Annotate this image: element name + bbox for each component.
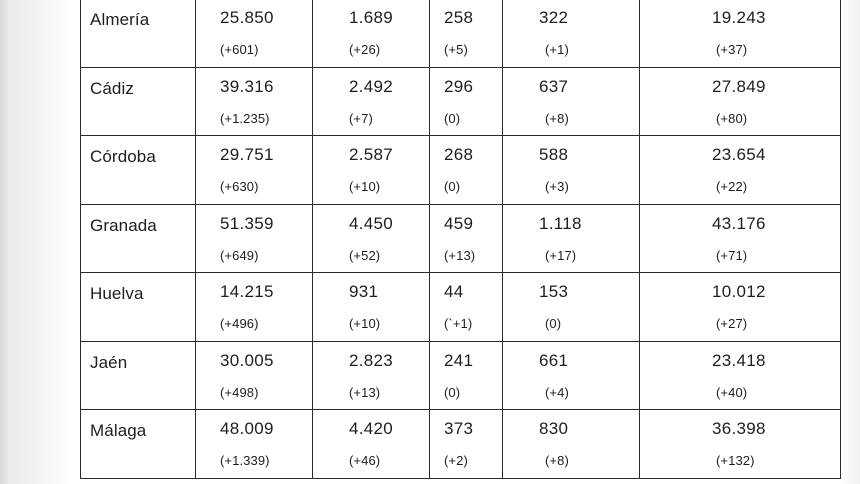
cell-delta: (+630) <box>220 179 259 194</box>
cell-value: 661 <box>539 350 569 370</box>
table-cell <box>503 204 640 273</box>
table-cell <box>640 341 841 410</box>
table-cell <box>313 67 430 136</box>
table-cell <box>640 204 841 273</box>
cell-delta: (0) <box>444 110 461 126</box>
province-name: Almería <box>90 10 150 29</box>
cell-value: 588 <box>539 145 569 164</box>
cell-delta: (+52) <box>349 247 381 263</box>
cell-delta: (+13) <box>349 384 381 400</box>
cell-value: 1.118 <box>539 213 582 233</box>
cell-delta: (+5) <box>444 42 468 57</box>
cell-value: 30.005 <box>220 350 274 370</box>
cell-delta: (+80) <box>716 110 748 126</box>
cell-delta: (0) <box>545 316 562 331</box>
table-cell <box>640 67 841 136</box>
cell-value: 44 <box>444 282 464 301</box>
cell-value: 153 <box>539 282 569 301</box>
cell-value: 23.418 <box>712 350 766 370</box>
cell-value: 48.009 <box>220 419 274 438</box>
cell-value: 322 <box>539 8 569 27</box>
table-cell <box>313 273 430 342</box>
cell-delta: (+3) <box>545 179 569 194</box>
table-cell <box>430 410 503 479</box>
cell-value: 2.587 <box>349 145 394 164</box>
cell-delta: (+10) <box>349 316 381 331</box>
cell-delta: (+601) <box>220 42 259 57</box>
cell-delta: (+13) <box>444 247 476 263</box>
table-cell <box>196 0 313 67</box>
table-cell <box>196 136 313 205</box>
table-cell <box>640 136 841 205</box>
cell-value: 830 <box>539 419 569 438</box>
cell-value: 10.012 <box>712 282 766 301</box>
cell-value: 241 <box>444 350 474 370</box>
page-edge-shadow <box>0 0 10 484</box>
cell-value: 4.450 <box>349 213 394 233</box>
table-cell <box>503 341 640 410</box>
table-row <box>81 0 841 67</box>
table-cell <box>196 67 313 136</box>
cell-value: 39.316 <box>220 76 274 96</box>
cell-value: 2.492 <box>349 76 394 96</box>
province-name: Córdoba <box>90 147 156 166</box>
table-row <box>81 136 841 205</box>
province-cell <box>81 67 196 136</box>
cell-delta: (+498) <box>220 384 259 400</box>
table-cell <box>640 0 841 67</box>
table-cell <box>430 341 503 410</box>
cell-delta: (+40) <box>716 384 748 400</box>
cell-value: 19.243 <box>712 8 766 27</box>
cell-delta: (+27) <box>716 316 748 331</box>
cell-delta: (+7) <box>349 110 373 126</box>
table-cell <box>640 273 841 342</box>
province-cell <box>81 0 196 67</box>
cell-delta: (+71) <box>716 247 748 263</box>
cell-delta: (+46) <box>349 453 381 468</box>
cell-delta: (+132) <box>716 453 755 468</box>
table-cell <box>196 341 313 410</box>
table-cell <box>313 136 430 205</box>
cell-delta: (+649) <box>220 247 259 263</box>
cell-value: 23.654 <box>712 145 766 164</box>
cell-value: 27.849 <box>712 76 766 96</box>
table-cell <box>503 273 640 342</box>
province-cell <box>81 273 196 342</box>
cell-value: 51.359 <box>220 213 274 233</box>
table-body <box>81 0 841 478</box>
table-row <box>81 273 841 342</box>
cell-value: 268 <box>444 145 474 164</box>
table-cell <box>503 67 640 136</box>
province-cell <box>81 410 196 479</box>
cell-delta: (+1.235) <box>220 110 270 126</box>
cell-value: 14.215 <box>220 282 274 301</box>
table-cell <box>503 410 640 479</box>
cell-delta: (+26) <box>349 42 381 57</box>
table-cell <box>196 204 313 273</box>
cell-delta: (+1) <box>545 42 569 57</box>
table-cell <box>313 0 430 67</box>
cell-value: 29.751 <box>220 145 274 164</box>
table-row <box>81 204 841 273</box>
cell-value: 931 <box>349 282 379 301</box>
table-cell <box>503 136 640 205</box>
cell-delta: (+1.339) <box>220 453 270 468</box>
province-name: Granada <box>90 215 157 235</box>
cell-value: 2.823 <box>349 350 394 370</box>
cell-delta: (+8) <box>545 110 569 126</box>
cell-delta: (+17) <box>545 247 577 263</box>
cell-delta: (+496) <box>220 316 259 331</box>
province-data-table <box>80 0 841 479</box>
cell-delta: (0) <box>444 179 461 194</box>
province-name: Huelva <box>90 284 144 303</box>
cell-value: 296 <box>444 76 474 96</box>
table-row <box>81 341 841 410</box>
cell-delta: (+2) <box>444 453 468 468</box>
cell-value: 1.689 <box>349 8 394 27</box>
cell-delta: (0) <box>444 384 461 400</box>
province-cell <box>81 136 196 205</box>
cell-delta: (`+1) <box>444 316 473 331</box>
table-cell <box>430 204 503 273</box>
cell-delta: (+8) <box>545 453 569 468</box>
table-cell <box>313 410 430 479</box>
cell-delta: (+10) <box>349 179 381 194</box>
province-name: Cádiz <box>90 78 134 98</box>
table-row <box>81 410 841 479</box>
table-cell <box>313 204 430 273</box>
cell-delta: (+4) <box>545 384 569 400</box>
cell-value: 459 <box>444 213 474 233</box>
cell-value: 43.176 <box>712 213 766 233</box>
table-cell <box>196 273 313 342</box>
cell-value: 637 <box>539 76 569 96</box>
table-cell <box>640 410 841 479</box>
province-cell <box>81 204 196 273</box>
table-cell <box>503 0 640 67</box>
table-cell <box>430 136 503 205</box>
table-cell <box>196 410 313 479</box>
cell-value: 36.398 <box>712 419 766 438</box>
cell-value: 4.420 <box>349 419 394 438</box>
province-cell <box>81 341 196 410</box>
table-cell <box>430 0 503 67</box>
cell-value: 258 <box>444 8 474 27</box>
table-cell <box>430 67 503 136</box>
cell-delta: (+22) <box>716 179 748 194</box>
table-cell <box>430 273 503 342</box>
province-name: Málaga <box>90 421 147 440</box>
table-cell <box>313 341 430 410</box>
cell-value: 25.850 <box>220 8 274 27</box>
province-name: Jaén <box>90 352 128 372</box>
cell-delta: (+37) <box>716 42 748 57</box>
table-row <box>81 67 841 136</box>
cell-value: 373 <box>444 419 474 438</box>
